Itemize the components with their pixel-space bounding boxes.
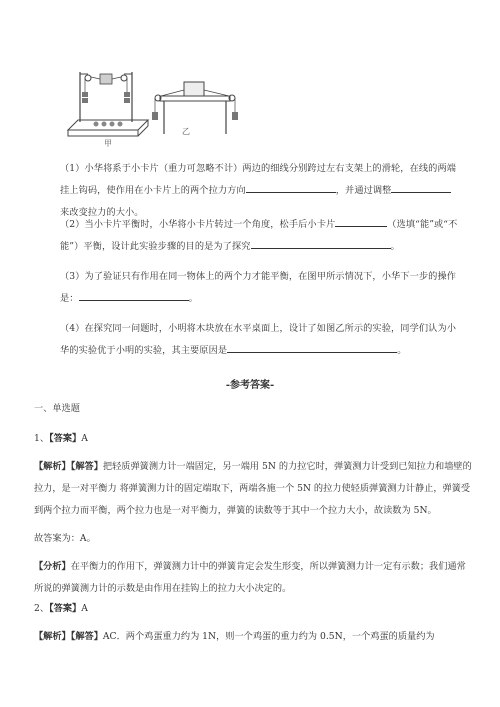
answer-1-conclusion: 故答案为：A。 xyxy=(34,533,96,544)
answer-tag: 【答案】 xyxy=(49,433,82,444)
answer-2 xyxy=(34,598,474,620)
question-2-text-a: （2）当小卡片平衡时，小华将小卡片转过一个角度，松手后小卡片 xyxy=(60,219,336,230)
experiment-figure xyxy=(60,60,240,150)
answer-1-explanation xyxy=(34,456,474,522)
question-2 xyxy=(60,214,460,258)
answer-blank[interactable] xyxy=(391,180,451,193)
question-4-text-a: （4）在探究同一问题时，小明将木块放在水平桌面上，设计了如图乙所示的实验，同学们认为小华的实验优于小明的实验，其主要原因是 xyxy=(60,323,457,356)
answer-1 xyxy=(34,428,474,450)
explanation-text: AC．两个鸡蛋重力约为 1N，则一个鸡蛋的重力约为 0.5N，一个鸡蛋的质量约为 xyxy=(102,631,435,642)
question-4-text-b: 。 xyxy=(397,345,407,356)
answer-2-number: 2、 xyxy=(34,603,50,614)
section-heading: 一、单选题 xyxy=(34,403,80,414)
question-2-text-c: 。 xyxy=(390,241,400,252)
answer-blank[interactable] xyxy=(246,180,336,193)
analysis-tag: 【分析】 xyxy=(34,561,71,572)
question-1-text-b: ，并通过调整 xyxy=(335,185,392,196)
answer-1-number: 1、 xyxy=(34,433,50,444)
explanation-tag: 【解析】【解答】 xyxy=(34,461,103,472)
answer-1-analysis xyxy=(34,556,474,600)
answer-blank[interactable] xyxy=(79,288,189,301)
answer-key-title: -参考答案- xyxy=(225,380,275,391)
answer-blank[interactable] xyxy=(227,340,397,353)
apparatus-drawing xyxy=(60,60,240,150)
explanation-tag: 【解析】【解答】 xyxy=(34,631,103,642)
answer-tag: 【答案】 xyxy=(49,603,82,614)
answer-2-value: A xyxy=(81,603,88,614)
answer-1-value: A xyxy=(81,433,88,444)
question-3-text-a: （3）为了验证只有作用在同一物体上的两个力才能平衡，在图甲所示情况下，小华下一步的操作是： xyxy=(60,271,457,304)
question-4 xyxy=(60,318,460,362)
explanation-text: 把轻质弹簧测力计一端固定，另一端用 5N 的力拉它时，弹簧测力计受到已知拉力和墙壁的拉力，是一对平衡力 将弹簧测力计的固定端取下，两端各施一个 5N 的拉力使轻质弹簧测力计静止，弹簧受到两个拉力而平衡，两个拉力也是一对平衡力，弹簧的读数等于其中一个拉力大小，故读数为 5N。 xyxy=(34,461,472,516)
analysis-text: 在平衡力的作用下，弹簧测力计中的弹簧肯定会发生形变，所以弹簧测力计一定有示数；我们通常所说的弹簧测力计的示数是由作用在挂钩上的拉力大小决定的。 xyxy=(34,561,466,594)
figure-label-b: 乙 xyxy=(182,127,190,136)
answer-blank[interactable] xyxy=(335,214,387,227)
question-3 xyxy=(60,266,460,310)
question-1-text-a: （1）小华将系于小卡片（重力可忽略不计）两边的细线分别跨过左右支架上的滑轮，在线的两端挂上钩码，使作用在小卡片上的两个拉力方向 xyxy=(60,163,457,196)
question-1-text-c: 来改变拉力的大小。 xyxy=(60,207,144,218)
answer-blank[interactable] xyxy=(251,236,391,249)
question-3-text-b: 。 xyxy=(188,293,198,304)
question-2-text-b: （选填“能”或“不能”）平衡，设计此实验步骤的目的是为了探究 xyxy=(60,219,458,252)
figure-label-a: 甲 xyxy=(104,139,112,148)
answer-2-explanation xyxy=(34,626,474,648)
